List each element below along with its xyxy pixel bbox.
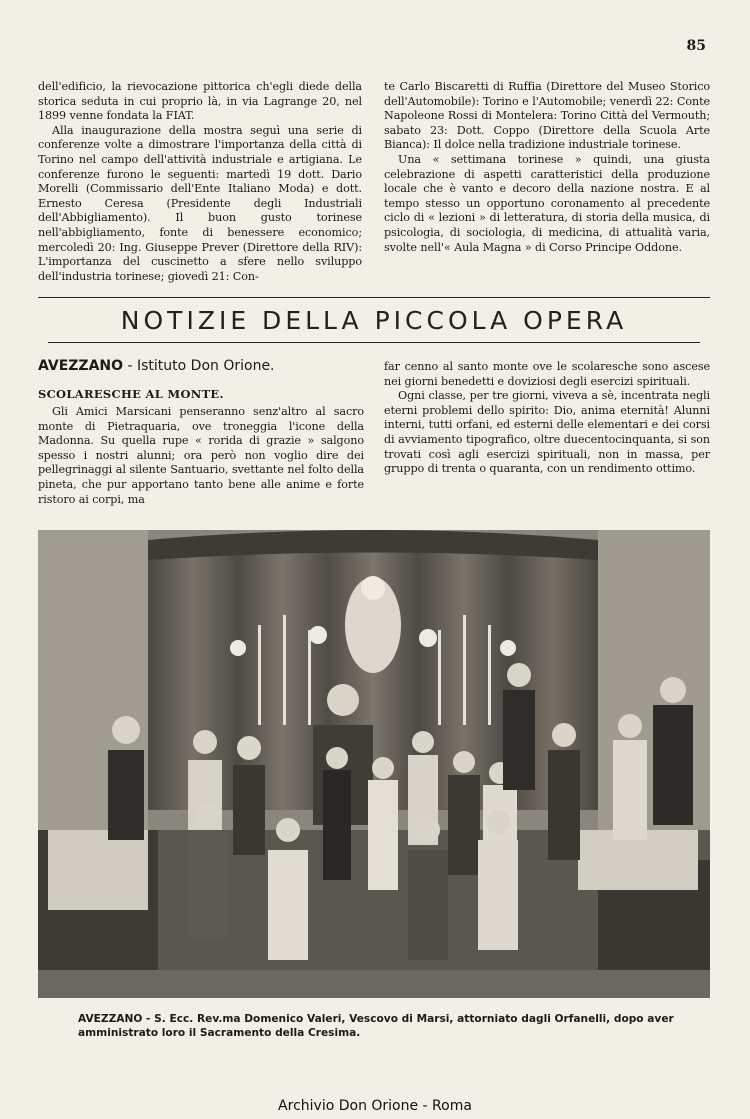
news-heading (38, 358, 362, 374)
caption-location: AVEZZANO (78, 1013, 143, 1025)
paragraph: Alla inaugurazione della mostra seguì una serie di conferenze volte a dimostrare l'importanza della città di Torino nel campo dell'attività industriale e artigiana. Le conferenze furono le seguenti: martedì 19 dott. Dario Morelli (Commissario dell'Ente Italiano Moda) e dott. Ernesto Ceresa (Presidente degli Industriali dell'Abbigliamento). Il buon gusto torinese nell'abbigliamento, fonte di benessere economico; mercoledì 20: Ing. Giuseppe Prever (Direttore della RIV): L'importanza del cuscinetto a sfere nello sviluppo dell'industria torinese; giovedì 21: Con- (38, 123, 362, 283)
paragraph: Una « settimana torinese » quindi, una giusta celebrazione di aspetti caratteristici della produzione locale che è vanto e decoro della nazione nostra. E al tempo stesso un opportuno coronamento al precedente ciclo di « lezioni » di letteratura, di storia della musica, di psicologia, di sociologia, di medicina, di attualità varia, svolte nell'« Aula Magna » di Corso Principe Oddone. (384, 152, 710, 254)
archive-footer: Archivio Don Orione - Roma (278, 1098, 472, 1114)
section-title (38, 306, 710, 335)
paragraph: te Carlo Biscaretti di Ruffia (Direttore del Museo Storico dell'Automobile): Torino e l'Automobile; venerdì 22: Conte Napoleone Rossi di Montelera: Torino Città del Vermouth; sabato 23: Dott. Coppo (Direttore della Scuola Arte Bianca): Il dolce nella tradizione industriale torinese. (384, 80, 710, 152)
photo-caption (78, 1012, 710, 1040)
news-subheading: SCOLARESCHE AL MONTE. (38, 387, 224, 401)
paragraph: Gli Amici Marsicani penseranno senz'altro al sacro monte di Pietraquaria, ove troneggia l'icone della Madonna. Su quella rupe « rorida di grazie » salgono spesso i nostri alunni; ora però non voglio dire dei pellegrinaggi al silente Santuario, svettante nel folto della pineta, che pur apportano tanto bene alle anime e forte ristoro ai corpi, ma (38, 405, 364, 506)
paragraph: dell'edificio, la rievocazione pittorica ch'egli diede della storica seduta in cui proprio là, in via Lagrange 20, nel 1899 venne fondata la FIAT. (38, 80, 362, 123)
paragraph: far cenno al santo monte ove le scolaresche sono ascese nei giorni benedetti e doviziosi degli esercizi spirituali. (384, 360, 710, 388)
news-location-detail: - Istituto Don Orione. (123, 358, 275, 374)
news-left-column (38, 405, 364, 507)
group-photo (38, 530, 710, 998)
top-article-left-column (38, 80, 362, 284)
page-number: 85 (686, 38, 706, 54)
caption-text: - S. Ecc. Rev.ma Domenico Valeri, Vescovo di Marsi, attorniato dagli Orfanelli, dopo aver amministrato loro il Sacramento della Cresima. (78, 1013, 674, 1039)
divider (48, 342, 700, 343)
paragraph: Ogni classe, per tre giorni, viveva a sè, incentrata negli eterni problemi dello spirito: Dio, anima eternità! Alunni interni, tutti orfani, ed esterni delle elementari e dei corsi di avviamento tipografico, oltre duecentocinquanta, si son trovati così agli esercizi spirituali, non in massa, per gruppo di trenta o quaranta, con un rendimento ottimo. (384, 389, 710, 476)
divider (38, 297, 710, 298)
news-location: AVEZZANO (38, 358, 124, 374)
news-right-column (384, 360, 710, 477)
group-photo-illustration (38, 530, 710, 998)
top-article-right-column (384, 80, 710, 255)
section-title-text: NOTIZIE DELLA PICCOLA OPERA (120, 306, 628, 335)
